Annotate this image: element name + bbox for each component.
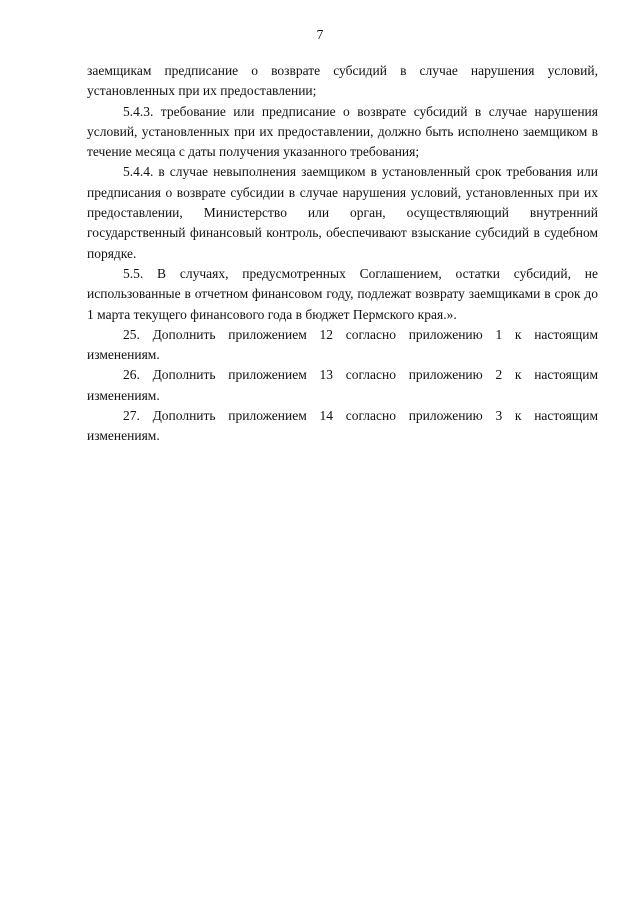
paragraph-5-4-4: 5.4.4. в случае невыполнения заемщиком в установленный срок требования или предписания о возврате субсидии в случае нарушения условий, установленных при их предоставлении, Министерство или орган, осуществляющий внутренний государственный финансовый контроль, обеспечивают взыскание субсидий в судебном порядке. (87, 164, 598, 261)
page-number: 7 (316, 27, 324, 42)
paragraph-continuation: заемщикам предписание о возврате субсидий в случае нарушения условий, установленных при их предоставлении; (87, 63, 598, 99)
paragraph-item-26: 26. Дополнить приложением 13 согласно приложению 2 к настоящим изменениям. (87, 367, 598, 403)
paragraph-item-27: 27. Дополнить приложением 14 согласно приложению 3 к настоящим изменениям. (87, 408, 598, 444)
paragraph-item-25: 25. Дополнить приложением 12 согласно приложению 1 к настоящим изменениям. (87, 326, 598, 363)
paragraph-5-4-3: 5.4.3. требование или предписание о возврате субсидий в случае нарушения условий, установленных при их предоставлении, должно быть исполнено заемщиком в течение месяца с даты получения указанного требования; (87, 103, 598, 160)
paragraph-5-5: 5.5. В случаях, предусмотренных Соглашением, остатки субсидий, не использованные в отчетном финансовом году, подлежат возврату заемщиками в срок до 1 марта текущего финансового года в бюджет Пермского края.». (87, 265, 598, 322)
document-body (87, 61, 598, 447)
